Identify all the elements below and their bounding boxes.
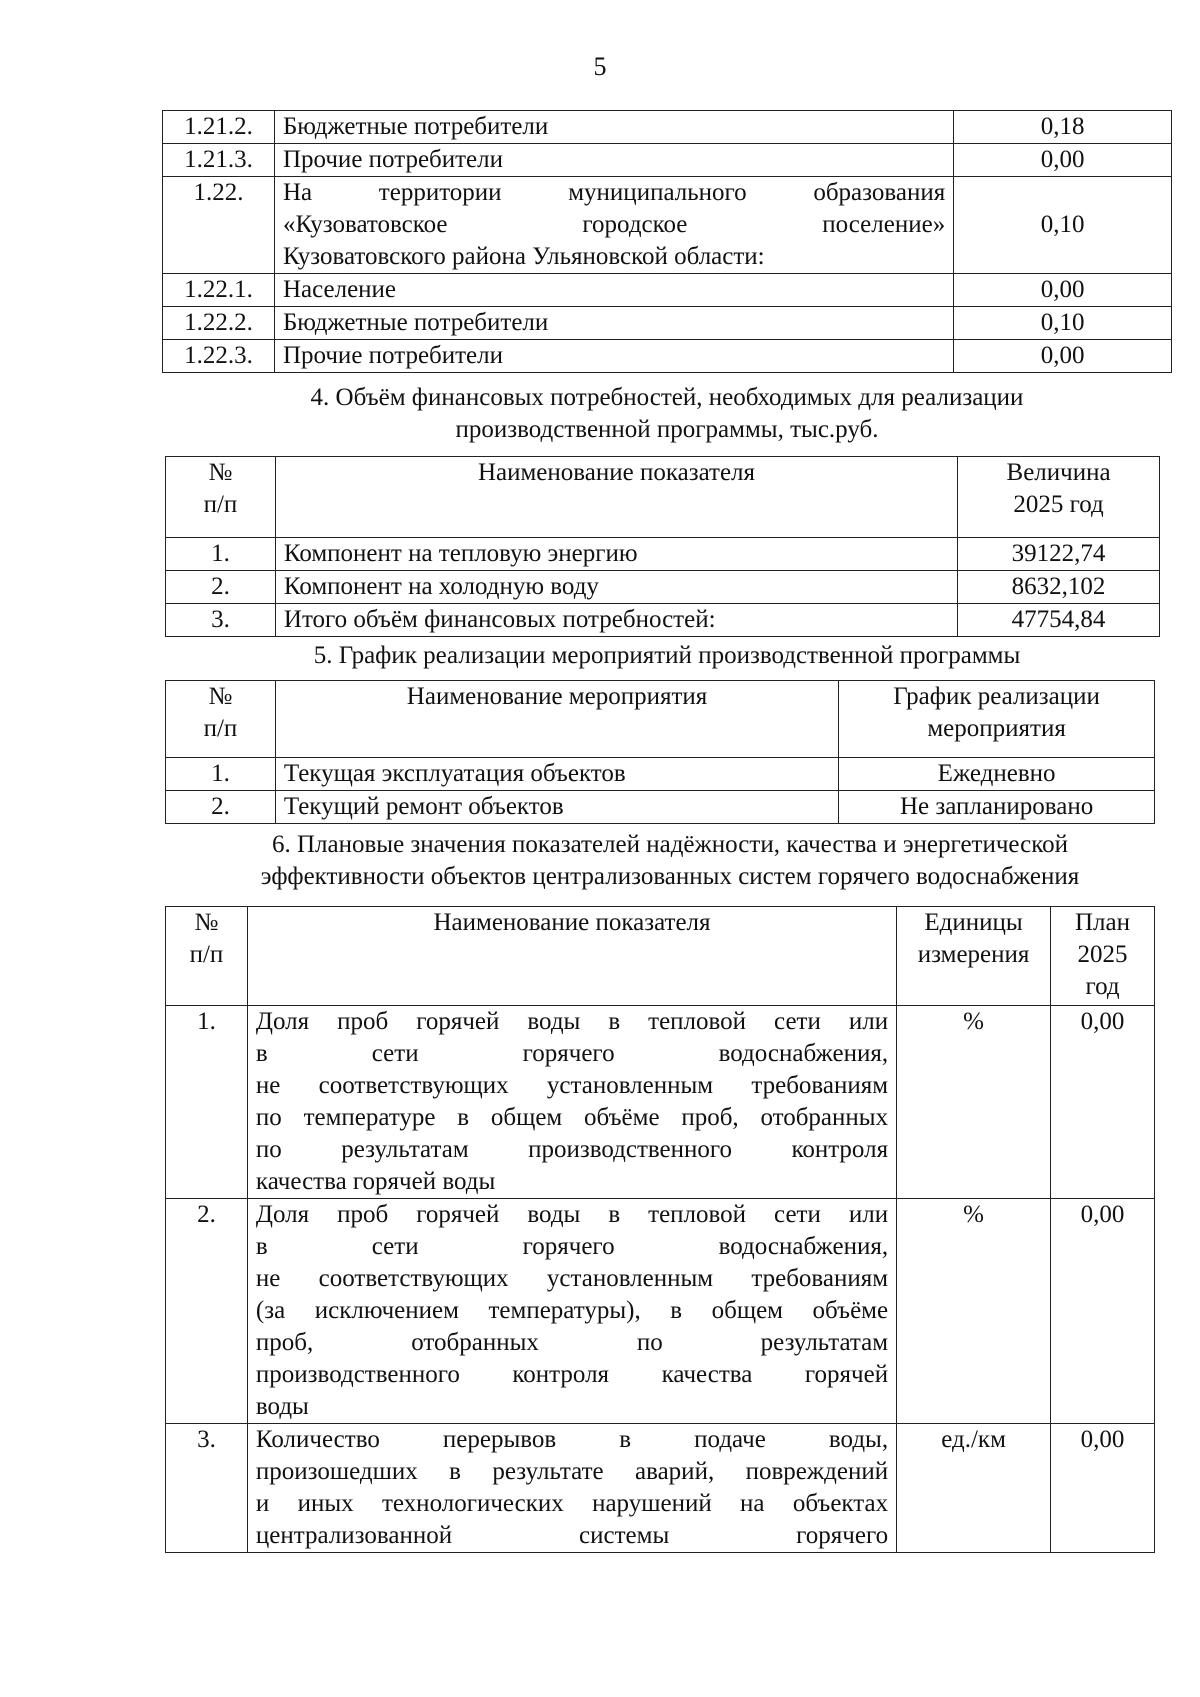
row-number: 1.21.2. (163, 111, 275, 144)
table-row (163, 144, 1172, 177)
section5-title: 5. График реализации мероприятий производственной программы (313, 642, 1021, 669)
row-name: Бюджетные потребители (274, 111, 953, 144)
row-value: 0,00 (954, 340, 1172, 373)
row-value: 0,00 (954, 274, 1172, 307)
name-line: производственного контроля качества горячей (255, 1361, 889, 1388)
row-name (247, 1424, 896, 1553)
header-unit-line: измерения (917, 941, 1030, 968)
row-name: Компонент на холодную воду (275, 571, 957, 604)
header-plan (1051, 907, 1155, 1006)
name-line: проб, отобранных по результатам (255, 1329, 889, 1356)
row-unit: ед./км (897, 1424, 1051, 1553)
table-row (166, 1006, 1155, 1199)
table-row (163, 340, 1172, 373)
header-schedule (839, 681, 1155, 758)
header-number-line: № (208, 683, 233, 710)
row-unit: % (897, 1006, 1051, 1199)
row-schedule: Ежедневно (839, 758, 1155, 791)
header-number-line: № (208, 459, 233, 486)
header-value (958, 457, 1160, 538)
name-line: «Кузоватовское городское поселение» (282, 211, 946, 238)
header-value-line: Величина (1006, 459, 1111, 486)
header-schedule-line: График реализации (893, 683, 1100, 710)
row-name: Текущий ремонт объектов (275, 791, 838, 824)
indicators-table (165, 906, 1155, 1553)
header-number-line: п/п (203, 715, 238, 742)
header-number-line: п/п (189, 941, 224, 968)
section4-title-line: производственной программы, тыс.руб. (455, 416, 879, 443)
row-value: 47754,84 (958, 604, 1160, 637)
row-name: Текущая эксплуатация объектов (275, 758, 838, 791)
row-plan: 0,00 (1051, 1199, 1155, 1424)
header-number-line: № (194, 909, 219, 936)
header-plan-line: 2025 (1077, 941, 1128, 968)
name-line: Кузоватовского района Ульяновской области: (282, 243, 765, 270)
row-name (274, 177, 953, 274)
row-value: 0,10 (954, 177, 1172, 274)
financial-needs-table (165, 456, 1160, 637)
section6-title-line: эффективности объектов централизованных систем горячего водоснабжения (260, 863, 1080, 890)
page-number: 5 (593, 52, 607, 81)
row-value: 0,18 (954, 111, 1172, 144)
name-line: не соответствующих установленным требованиям (255, 1265, 889, 1292)
name-line: На территории муниципального образования (282, 179, 946, 206)
row-name (247, 1199, 896, 1424)
header-number (166, 681, 276, 758)
name-line: не соответствующих установленным требованиям (255, 1072, 889, 1099)
name-line: в сети горячего водоснабжения, (255, 1040, 889, 1067)
row-number: 1.21.3. (163, 144, 275, 177)
row-name: Компонент на тепловую энергию (275, 538, 957, 571)
name-line: Количество перерывов в подаче воды, (255, 1426, 889, 1453)
section6-title-line: 6. Плановые значения показателей надёжности, качества и энергетической (271, 831, 1069, 858)
row-value: 0,00 (954, 144, 1172, 177)
header-number (166, 907, 248, 1006)
row-unit: % (897, 1199, 1051, 1424)
name-line: Доля проб горячей воды в тепловой сети или (255, 1008, 889, 1035)
table-row (163, 307, 1172, 340)
consumers-table (162, 110, 1172, 373)
row-number: 1. (166, 538, 276, 571)
name-line: воды (255, 1393, 309, 1420)
table-row (163, 111, 1172, 144)
table-row (166, 538, 1160, 571)
table-row (163, 274, 1172, 307)
row-value: 8632,102 (958, 571, 1160, 604)
header-name: Наименование показателя (275, 457, 957, 538)
table-row (166, 791, 1155, 824)
row-number: 1.22. (163, 177, 275, 274)
row-number: 1.22.3. (163, 340, 275, 373)
row-name: Бюджетные потребители (274, 307, 953, 340)
row-value: 39122,74 (958, 538, 1160, 571)
header-unit-line: Единицы (924, 909, 1023, 936)
table-row (166, 1199, 1155, 1424)
row-plan: 0,00 (1051, 1006, 1155, 1199)
name-line: и иных технологических нарушений на объектах (255, 1490, 889, 1517)
table-row (166, 1424, 1155, 1553)
section6-title (160, 829, 1180, 893)
header-number (166, 457, 276, 538)
row-plan: 0,00 (1051, 1424, 1155, 1553)
row-name (247, 1006, 896, 1199)
row-number: 2. (166, 1199, 248, 1424)
name-line: централизованной системы горячего (255, 1522, 889, 1549)
row-name: Прочие потребители (274, 340, 953, 373)
row-number: 1. (166, 758, 276, 791)
table-row (166, 571, 1160, 604)
table-row (166, 604, 1160, 637)
schedule-table (165, 680, 1155, 824)
row-number: 1.22.1. (163, 274, 275, 307)
name-line: в сети горячего водоснабжения, (255, 1233, 889, 1260)
row-value: 0,10 (954, 307, 1172, 340)
header-plan-line: План (1075, 909, 1131, 936)
table-row (163, 177, 1172, 274)
header-value-line: 2025 год (1013, 491, 1104, 518)
name-line: (за исключением температуры), в общем объёме (255, 1297, 889, 1324)
header-name: Наименование мероприятия (275, 681, 838, 758)
header-name: Наименование показателя (247, 907, 896, 1006)
section4-title-line: 4. Объём финансовых потребностей, необходимых для реализации (310, 384, 1024, 411)
header-number-line: п/п (203, 491, 238, 518)
row-number: 3. (166, 1424, 248, 1553)
row-name: Итого объём финансовых потребностей: (275, 604, 957, 637)
row-schedule: Не запланировано (839, 791, 1155, 824)
row-number: 2. (166, 791, 276, 824)
name-line: качества горячей воды (255, 1168, 496, 1195)
header-unit (897, 907, 1051, 1006)
section4-title (162, 382, 1172, 446)
name-line: по температуре в общем объёме проб, отобранных (255, 1104, 889, 1131)
row-number: 2. (166, 571, 276, 604)
table-row (166, 758, 1155, 791)
table-header-row (166, 907, 1155, 1006)
name-line: произошедших в результате аварий, повреждений (255, 1458, 889, 1485)
name-line: Доля проб горячей воды в тепловой сети или (255, 1201, 889, 1228)
row-number: 1.22.2. (163, 307, 275, 340)
header-plan-line: год (1085, 973, 1120, 1000)
row-number: 3. (166, 604, 276, 637)
row-name: Прочие потребители (274, 144, 953, 177)
table-header-row (166, 457, 1160, 538)
row-name: Население (274, 274, 953, 307)
row-number: 1. (166, 1006, 248, 1199)
table-header-row (166, 681, 1155, 758)
name-line: по результатам производственного контроля (255, 1136, 889, 1163)
header-schedule-line: мероприятия (927, 715, 1066, 742)
